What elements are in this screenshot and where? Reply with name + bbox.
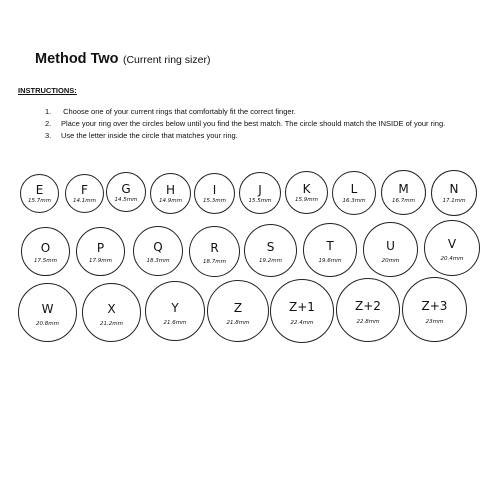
ring-size-circle — [363, 222, 418, 277]
step-number: 1. — [45, 107, 52, 116]
ring-diameter: 14.1mm — [73, 198, 96, 204]
step-text: Choose one of your current rings that comfortably fit the correct finger. — [61, 107, 296, 116]
ring-size-circle — [150, 173, 191, 214]
ring-diameter: 15.3mm — [203, 198, 226, 204]
instructions-list — [45, 106, 445, 142]
ring-letter: J — [258, 183, 262, 197]
ring-size-circle — [106, 172, 146, 212]
ring-diameter: 21.8mm — [226, 320, 250, 326]
ring-letter: F — [81, 183, 88, 197]
ring-diameter: 16.3mm — [342, 198, 366, 204]
ring-diameter: 20.8mm — [36, 321, 59, 327]
ring-letter: P — [96, 241, 105, 255]
ring-letter: Z — [233, 301, 243, 315]
ring-size-circle — [207, 280, 269, 342]
step-number: 3. — [45, 131, 52, 140]
ring-size-circle — [239, 172, 281, 214]
ring-diameter: 22.4mm — [290, 320, 314, 326]
ring-diameter: 17.1mm — [442, 198, 466, 204]
step-text: Place your ring over the circles below until you find the best match. The circle should match the INSIDE of your ring. — [61, 119, 446, 128]
instruction-step — [45, 106, 445, 118]
step-number: 2. — [45, 119, 52, 128]
ring-letter: M — [398, 182, 409, 196]
ring-size-circle — [381, 170, 426, 215]
ring-diameter: 16.7mm — [392, 198, 415, 204]
ring-diameter: 20.4mm — [440, 256, 464, 262]
ring-size-circle — [133, 226, 183, 276]
ring-diameter: 15.7mm — [28, 198, 51, 204]
ring-size-circle — [21, 227, 70, 276]
ring-diameter: 15.5mm — [248, 198, 272, 204]
ring-letter: Q — [153, 240, 163, 254]
ring-size-circle — [189, 226, 240, 277]
title-main: Method Two — [35, 51, 119, 67]
ring-size-circle — [18, 283, 77, 342]
ring-size-circle — [65, 174, 104, 213]
ring-letter: R — [210, 241, 219, 255]
ring-letter: I — [212, 183, 217, 197]
ring-letter: H — [165, 183, 176, 197]
ring-size-circle — [336, 278, 400, 342]
ring-letter: T — [326, 239, 334, 253]
ring-size-circle — [431, 170, 477, 216]
ring-diameter: 19.6mm — [318, 258, 342, 264]
ring-size-circle — [82, 283, 141, 342]
ring-letter: Z+2 — [355, 299, 381, 313]
ring-letter: G — [121, 182, 131, 196]
ring-size-circle — [194, 173, 235, 214]
ring-letter: S — [266, 240, 275, 254]
ring-letter: V — [447, 237, 457, 251]
ring-size-circle — [76, 227, 125, 276]
ring-letter: X — [107, 302, 116, 316]
ring-letter: L — [350, 182, 358, 196]
ring-size-circle — [424, 220, 480, 276]
instruction-step — [45, 130, 445, 142]
ring-size-circle — [402, 277, 467, 342]
ring-size-circle — [145, 281, 205, 341]
page-title — [35, 50, 210, 68]
ring-size-circle — [270, 279, 334, 343]
ring-size-circle — [332, 171, 376, 215]
ring-diameter: 20mm — [381, 258, 400, 264]
ring-size-circle — [285, 171, 328, 214]
ring-letter: Z+3 — [421, 299, 448, 313]
ring-diameter: 19.2mm — [259, 258, 282, 264]
ring-letter: K — [302, 182, 311, 196]
instructions-heading: INSTRUCTIONS: — [18, 86, 77, 95]
step-text: Use the letter inside the circle that matches your ring. — [61, 131, 238, 140]
ring-size-circle — [244, 224, 297, 277]
ring-diameter: 15.9mm — [295, 197, 318, 203]
ring-size-circle — [20, 174, 59, 213]
ring-letter: O — [40, 241, 51, 255]
ring-diameter: 17.9mm — [89, 258, 112, 264]
ring-letter: N — [449, 182, 459, 196]
ring-letter: Y — [171, 301, 179, 315]
ring-letter: U — [386, 239, 395, 253]
ring-diameter: 14.5mm — [114, 197, 138, 203]
ring-letter: Z+1 — [289, 300, 315, 314]
ring-size-circle — [303, 223, 357, 277]
ring-diameter: 18.7mm — [203, 259, 226, 265]
ring-diameter: 21.2mm — [100, 321, 123, 327]
ring-diameter: 14.9mm — [159, 198, 182, 204]
ring-diameter: 23mm — [425, 319, 444, 325]
ring-diameter: 17.5mm — [34, 258, 57, 264]
ring-letter: W — [41, 302, 54, 316]
ring-diameter: 22.8mm — [356, 319, 380, 325]
instruction-step — [45, 118, 445, 130]
title-subtitle: (Current ring sizer) — [122, 54, 211, 66]
ring-diameter: 18.3mm — [146, 258, 170, 264]
ring-diameter: 21.6mm — [163, 320, 187, 326]
ring-letter: E — [35, 183, 44, 197]
